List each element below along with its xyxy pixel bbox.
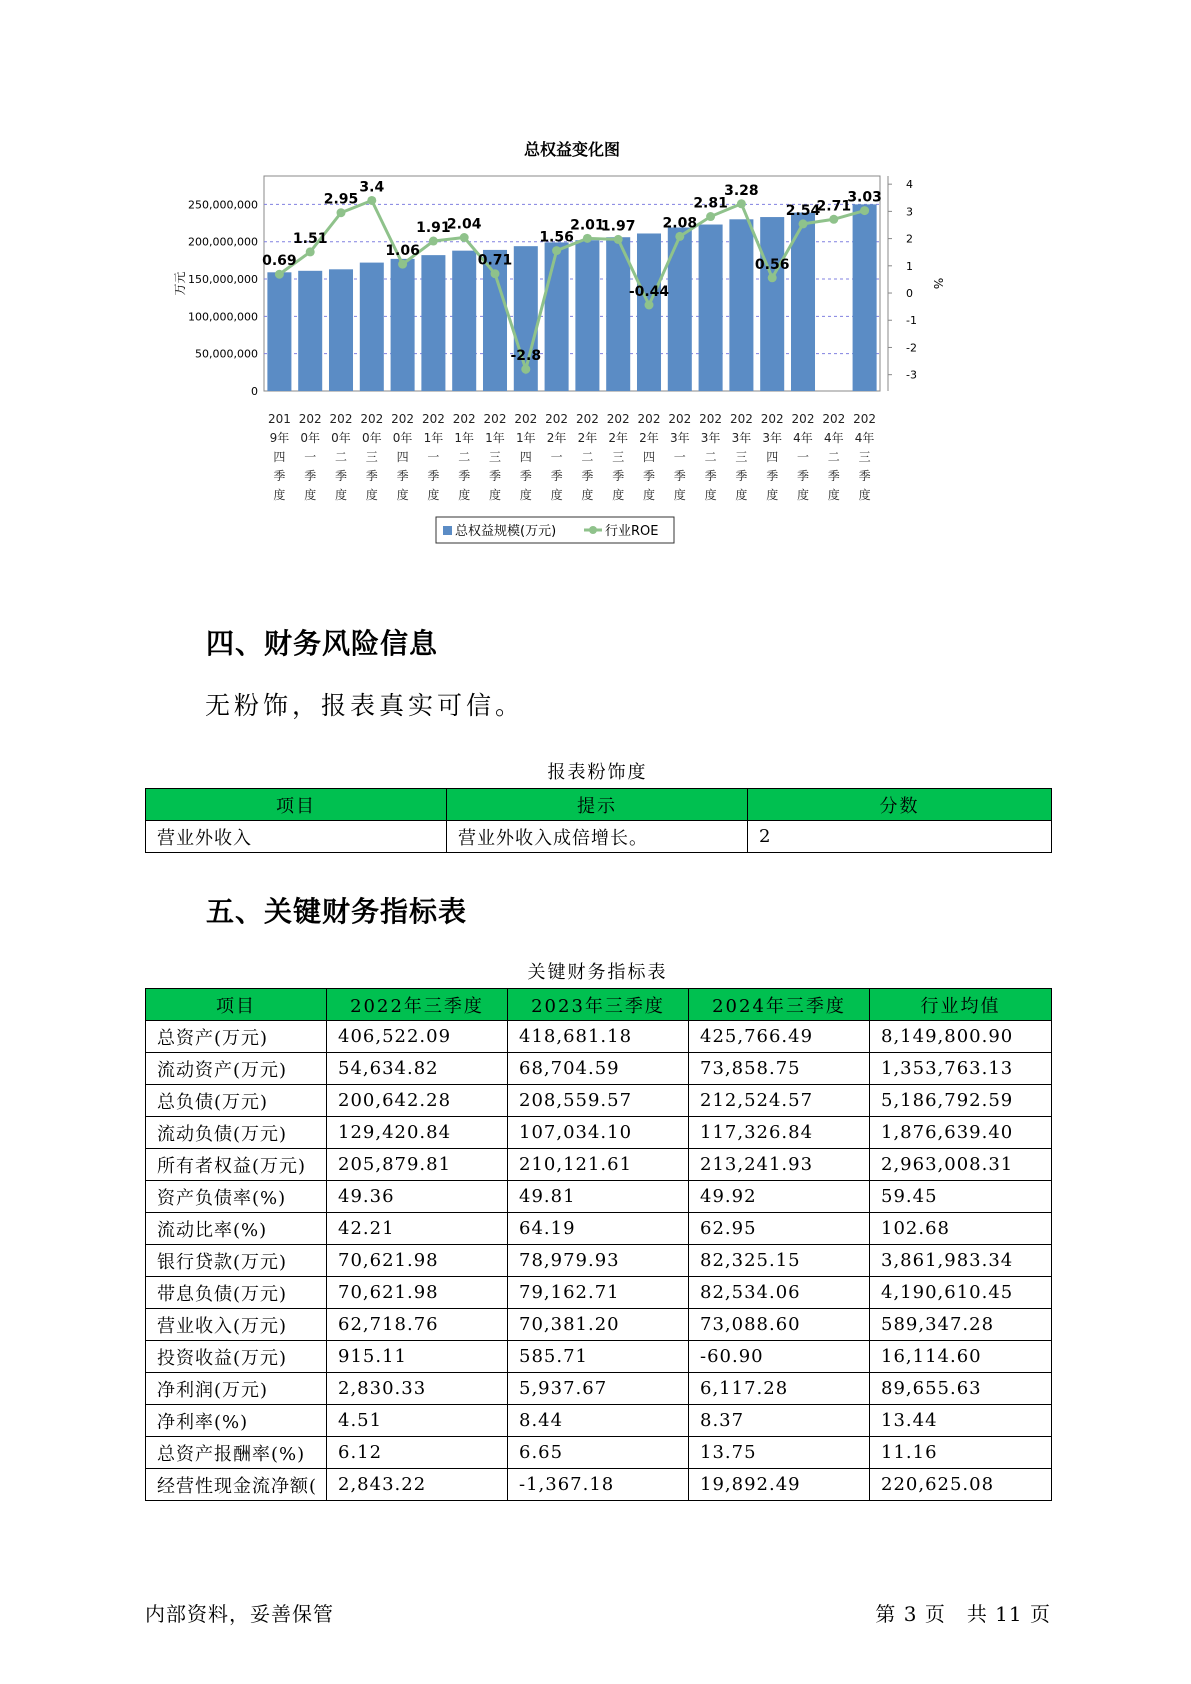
x-tick-label: 季 [458, 469, 471, 483]
x-tick-label: 度 [304, 488, 317, 502]
x-tick-label: 季 [858, 469, 871, 483]
roe-point [737, 199, 746, 208]
x-tick-label: 度 [796, 488, 810, 502]
kpi-table-cell: 总资产报酬率(%) [146, 1437, 327, 1469]
x-tick-label: 一 [427, 450, 440, 464]
y-left-tick-label: 50,000,000 [195, 347, 258, 361]
kpi-table-cell: 2,830.33 [327, 1373, 508, 1405]
x-tick-label: 季 [673, 469, 686, 483]
roe-point [429, 237, 438, 246]
roe-data-label: 1.91 [416, 220, 451, 237]
roe-data-label: 2.01 [570, 217, 605, 234]
roe-data-label: 2.04 [446, 216, 482, 233]
roe-data-label: 2.54 [785, 202, 821, 219]
roe-data-label: 0.56 [754, 256, 790, 273]
x-tick-label: 202 [791, 412, 815, 426]
y-left-axis-label: 万元 [173, 271, 187, 296]
x-tick-label: 4年 [823, 431, 844, 445]
kpi-table-row [146, 1117, 1052, 1149]
x-tick-label: 202 [760, 412, 784, 426]
kpi-table-row [146, 1053, 1052, 1085]
roe-point [768, 273, 777, 282]
kpi-table-cell: 62,718.76 [327, 1309, 508, 1341]
x-tick-label: 3年 [762, 431, 783, 445]
x-tick-label: 季 [581, 469, 594, 483]
kpi-table-cell: -60.90 [689, 1341, 870, 1373]
roe-data-label: 2.95 [323, 191, 359, 208]
kpi-table-cell: 投资收益(万元) [146, 1341, 327, 1373]
x-tick-label: 季 [642, 469, 656, 483]
risk-table-header-row [146, 789, 1052, 821]
x-tick-label: 202 [729, 412, 753, 426]
kpi-table-cell: 213,241.93 [689, 1149, 870, 1181]
kpi-table-cell: 3,861,983.34 [870, 1245, 1052, 1277]
kpi-table-cell: 54,634.82 [327, 1053, 508, 1085]
x-tick-label: 四 [396, 450, 409, 464]
roe-data-label: 2.81 [693, 195, 728, 212]
roe-point [491, 269, 500, 278]
kpi-table-cell: 6.12 [327, 1437, 508, 1469]
kpi-table-cell: 117,326.84 [689, 1117, 870, 1149]
kpi-table-cell: 1,353,763.13 [870, 1053, 1052, 1085]
kpi-table-row [146, 1437, 1052, 1469]
x-tick-label: 季 [304, 469, 317, 483]
kpi-table-cell: 6,117.28 [689, 1373, 870, 1405]
roe-point [398, 260, 407, 269]
x-tick-label: 度 [550, 488, 563, 502]
legend-bar-label: 总权益规模(万元) [455, 524, 557, 539]
risk-table-header-cell: 项目 [146, 789, 447, 821]
equity-bar [391, 259, 415, 391]
x-tick-label: 度 [488, 488, 502, 502]
x-tick-label: 度 [334, 488, 348, 502]
x-tick-label: 三 [858, 450, 871, 464]
kpi-table-cell: 1,876,639.40 [870, 1117, 1052, 1149]
equity-bar [298, 271, 322, 391]
x-tick-label: 4年 [854, 431, 875, 445]
kpi-table-cell: 4.51 [327, 1405, 508, 1437]
x-tick-label: 二 [704, 450, 717, 464]
roe-point [521, 365, 530, 374]
roe-data-label: 1.56 [539, 229, 574, 246]
kpi-table-cell: 210,121.61 [508, 1149, 689, 1181]
y-left-tick-label: 250,000,000 [188, 198, 258, 212]
equity-bar [545, 242, 569, 391]
x-tick-label: 202 [545, 412, 569, 426]
kpi-table-row [146, 1149, 1052, 1181]
x-tick-label: 四 [273, 450, 286, 464]
x-tick-label: 季 [735, 469, 748, 483]
kpi-table-cell: 82,534.06 [689, 1277, 870, 1309]
x-tick-label: 2年 [577, 431, 598, 445]
x-tick-label: 1年 [454, 431, 475, 445]
section4-text: 无粉饰，报表真实可信。 [205, 691, 525, 720]
kpi-table-row [146, 1405, 1052, 1437]
kpi-table-cell: 220,625.08 [870, 1469, 1052, 1501]
y-right-tick-label: 2 [906, 232, 913, 246]
kpi-table-cell: 流动负债(万元) [146, 1117, 327, 1149]
x-tick-label: 三 [488, 450, 502, 464]
chart-title: 总权益变化图 [523, 140, 621, 159]
roe-data-label: 3.03 [847, 189, 882, 206]
x-tick-label: 季 [796, 469, 810, 483]
kpi-table-cell: 78,979.93 [508, 1245, 689, 1277]
kpi-table-cell: 16,114.60 [870, 1341, 1052, 1373]
kpi-table-cell: 5,937.67 [508, 1373, 689, 1405]
x-tick-label: 季 [612, 469, 625, 483]
kpi-table-cell: 418,681.18 [508, 1021, 689, 1053]
y-right-tick-label: 4 [906, 178, 913, 192]
x-tick-label: 季 [365, 469, 378, 483]
x-tick-label: 度 [273, 488, 286, 502]
x-tick-label: 二 [458, 450, 471, 464]
x-tick-label: 度 [673, 488, 686, 502]
roe-point [675, 232, 684, 241]
x-tick-label: 3年 [700, 431, 721, 445]
roe-data-label: 1.97 [600, 218, 636, 235]
legend-bar-swatch [443, 526, 452, 535]
x-tick-label: 202 [853, 412, 877, 426]
roe-data-label: 0.69 [262, 253, 297, 270]
roe-data-label: 1.51 [292, 230, 328, 247]
kpi-table-cell: 589,347.28 [870, 1309, 1052, 1341]
x-tick-label: 2年 [639, 431, 659, 445]
x-tick-label: 季 [396, 469, 409, 483]
roe-data-label: 2.08 [662, 215, 698, 232]
kpi-table-cell: 107,034.10 [508, 1117, 689, 1149]
x-tick-label: 202 [452, 412, 476, 426]
kpi-table-cell: 流动资产(万元) [146, 1053, 327, 1085]
kpi-table-cell: 4,190,610.45 [870, 1277, 1052, 1309]
x-tick-label: 度 [581, 488, 594, 502]
kpi-table-cell: 89,655.63 [870, 1373, 1052, 1405]
roe-data-label: 2.71 [816, 198, 852, 215]
x-tick-label: 202 [575, 412, 599, 426]
kpi-table-cell: 6.65 [508, 1437, 689, 1469]
equity-bar [729, 219, 753, 391]
x-tick-label: 度 [642, 488, 656, 502]
kpi-table-cell: 208,559.57 [508, 1085, 689, 1117]
equity-bar [360, 263, 384, 391]
x-tick-label: 202 [637, 412, 661, 426]
footer-page-number: 第 3 页 共 11 页 [875, 1602, 1051, 1626]
roe-point [460, 233, 469, 242]
y-right-tick-label: 0 [906, 287, 913, 301]
kpi-table-header-cell: 2024年三季度 [689, 989, 870, 1021]
kpi-table-cell: 13.44 [870, 1405, 1052, 1437]
x-tick-label: 度 [365, 488, 378, 502]
x-tick-label: 季 [334, 469, 348, 483]
kpi-table-cell: 8.44 [508, 1405, 689, 1437]
kpi-table-cell: 64.19 [508, 1213, 689, 1245]
x-tick-label: 9年 [269, 431, 290, 445]
kpi-table-cell: 73,088.60 [689, 1309, 870, 1341]
x-tick-label: 一 [796, 450, 810, 464]
y-left-tick-label: 150,000,000 [188, 273, 258, 287]
x-tick-label: 202 [421, 412, 445, 426]
kpi-table-cell: 银行贷款(万元) [146, 1245, 327, 1277]
roe-data-label: 3.4 [359, 179, 385, 196]
kpi-table-cell: 5,186,792.59 [870, 1085, 1052, 1117]
x-tick-label: 1年 [485, 431, 505, 445]
x-tick-label: 季 [488, 469, 502, 483]
kpi-table-header-cell: 2022年三季度 [327, 989, 508, 1021]
x-tick-label: 1年 [423, 431, 444, 445]
kpi-table-header-cell: 项目 [146, 989, 327, 1021]
x-tick-label: 季 [827, 469, 840, 483]
equity-bar [853, 204, 877, 391]
x-tick-label: 三 [612, 450, 625, 464]
section5-title: 五、关键财务指标表 [206, 895, 468, 928]
x-tick-label: 202 [483, 412, 507, 426]
roe-point [706, 212, 715, 221]
x-tick-label: 3年 [731, 431, 752, 445]
kpi-table-cell: 所有者权益(万元) [146, 1149, 327, 1181]
roe-point [614, 235, 623, 244]
roe-point [306, 247, 315, 256]
roe-point [337, 208, 346, 217]
roe-point [367, 196, 376, 205]
kpi-table-cell: 2,963,008.31 [870, 1149, 1052, 1181]
x-tick-label: 二 [581, 450, 594, 464]
roe-point [799, 219, 808, 228]
x-tick-label: 3年 [669, 431, 690, 445]
x-tick-label: 202 [360, 412, 384, 426]
kpi-table-cell: 净利润(万元) [146, 1373, 327, 1405]
x-tick-label: 202 [329, 412, 353, 426]
kpi-table-cell: 资产负债率(%) [146, 1181, 327, 1213]
kpi-table-cell: 70,621.98 [327, 1245, 508, 1277]
kpi-table-cell: 49.92 [689, 1181, 870, 1213]
kpi-table-cell: 68,704.59 [508, 1053, 689, 1085]
kpi-table-cell: 62.95 [689, 1213, 870, 1245]
x-tick-label: 202 [699, 412, 723, 426]
kpi-table-row [146, 1373, 1052, 1405]
kpi-table-cell: 42.21 [327, 1213, 508, 1245]
kpi-table-header-cell: 行业均值 [870, 989, 1052, 1021]
x-tick-label: 季 [766, 469, 779, 483]
x-tick-label: 202 [668, 412, 692, 426]
x-tick-label: 201 [267, 412, 291, 426]
x-tick-label: 202 [298, 412, 322, 426]
risk-table-cell: 营业外收入成倍增长。 [447, 821, 748, 853]
risk-table-header-cell: 分数 [748, 789, 1052, 821]
kpi-table-cell: 11.16 [870, 1437, 1052, 1469]
kpi-table-cell: -1,367.18 [508, 1469, 689, 1501]
kpi-table-cell: 营业收入(万元) [146, 1309, 327, 1341]
kpi-table-row [146, 1469, 1052, 1501]
kpi-table-cell: 915.11 [327, 1341, 508, 1373]
x-tick-label: 一 [304, 450, 317, 464]
x-tick-label: 四 [766, 450, 779, 464]
chart-svg [170, 140, 990, 600]
x-tick-label: 度 [858, 488, 871, 502]
kpi-table-cell: 79,162.71 [508, 1277, 689, 1309]
kpi-table-cell: 净利率(%) [146, 1405, 327, 1437]
kpi-table-cell: 总资产(万元) [146, 1021, 327, 1053]
x-tick-label: 度 [612, 488, 625, 502]
roe-data-label: 3.28 [724, 182, 759, 199]
x-tick-label: 一 [550, 450, 563, 464]
roe-point [552, 246, 561, 255]
roe-data-label: -0.44 [628, 284, 670, 300]
x-tick-label: 度 [766, 488, 779, 502]
kpi-table-cell: 2,843.22 [327, 1469, 508, 1501]
legend-line-marker [589, 526, 597, 534]
x-tick-label: 四 [642, 450, 656, 464]
x-tick-label: 季 [519, 469, 532, 483]
kpi-table-cell: 70,621.98 [327, 1277, 508, 1309]
x-tick-label: 202 [822, 412, 846, 426]
kpi-table-row [146, 1341, 1052, 1373]
roe-data-label: -2.8 [510, 348, 542, 365]
equity-bar [267, 272, 291, 391]
legend-line-label: 行业ROE [605, 524, 659, 539]
kpi-table-cell: 49.81 [508, 1181, 689, 1213]
y-left-tick-label: 200,000,000 [188, 235, 258, 249]
x-tick-label: 二 [334, 450, 348, 464]
kpi-table-cell: 49.36 [327, 1181, 508, 1213]
kpi-table-cell: 205,879.81 [327, 1149, 508, 1181]
x-tick-label: 2年 [546, 431, 567, 445]
kpi-table-cell: 经营性现金流净额( [146, 1469, 327, 1501]
risk-table-caption: 报表粉饰度 [547, 762, 648, 783]
x-tick-label: 四 [519, 450, 532, 464]
x-tick-label: 202 [391, 412, 415, 426]
kpi-table-cell: 59.45 [870, 1181, 1052, 1213]
kpi-table-header-row [146, 989, 1052, 1021]
equity-bar [421, 255, 445, 391]
x-tick-label: 0年 [361, 431, 382, 445]
x-tick-label: 季 [427, 469, 440, 483]
equity-bar [329, 269, 353, 391]
x-tick-label: 0年 [300, 431, 321, 445]
kpi-table-cell: 212,524.57 [689, 1085, 870, 1117]
x-tick-label: 季 [273, 469, 286, 483]
risk-table-cell: 营业外收入 [146, 821, 447, 853]
x-tick-label: 0年 [331, 431, 351, 445]
kpi-table-cell: 流动比率(%) [146, 1213, 327, 1245]
equity-bar [452, 251, 476, 391]
x-tick-label: 一 [673, 450, 686, 464]
roe-point [275, 270, 284, 279]
roe-point [860, 206, 869, 215]
kpi-table-cell: 200,642.28 [327, 1085, 508, 1117]
x-tick-label: 季 [704, 469, 717, 483]
x-tick-label: 0年 [392, 431, 413, 445]
x-tick-label: 三 [735, 450, 748, 464]
y-right-tick-label: 1 [906, 259, 913, 273]
x-tick-label: 度 [427, 488, 440, 502]
kpi-table-row [146, 1309, 1052, 1341]
roe-point [645, 301, 654, 310]
x-tick-label: 二 [827, 450, 840, 464]
x-tick-label: 度 [519, 488, 532, 502]
y-right-axis-label: % [931, 277, 945, 290]
y-left-tick-label: 0 [251, 385, 258, 398]
kpi-table-row [146, 1245, 1052, 1277]
equity-bar [760, 217, 784, 391]
x-tick-label: 度 [827, 488, 840, 502]
equity-bar [699, 225, 723, 391]
x-tick-label: 季 [550, 469, 563, 483]
roe-data-label: 0.71 [477, 252, 513, 269]
x-tick-label: 4年 [793, 431, 813, 445]
x-tick-label: 2年 [608, 431, 629, 445]
x-tick-label: 1年 [515, 431, 536, 445]
kpi-table-cell: 8.37 [689, 1405, 870, 1437]
kpi-table-row [146, 1213, 1052, 1245]
footer-confidential: 内部资料，妥善保管 [145, 1602, 334, 1626]
y-right-tick-label: -2 [906, 341, 917, 355]
y-right-tick-label: 3 [906, 205, 913, 219]
section4-title: 四、财务风险信息 [206, 627, 439, 660]
kpi-table-cell: 70,381.20 [508, 1309, 689, 1341]
total-equity-chart [170, 140, 990, 600]
y-right-tick-label: -3 [906, 368, 917, 382]
x-tick-label: 度 [704, 488, 717, 502]
kpi-table-header-cell: 2023年三季度 [508, 989, 689, 1021]
kpi-table-cell: 102.68 [870, 1213, 1052, 1245]
equity-bar [637, 233, 661, 391]
x-tick-label: 202 [606, 412, 630, 426]
y-left-tick-label: 100,000,000 [188, 310, 258, 324]
kpi-table-caption: 关键财务指标表 [527, 962, 668, 983]
kpi-table-row [146, 1181, 1052, 1213]
kpi-table-cell: 73,858.75 [689, 1053, 870, 1085]
kpi-table-cell: 129,420.84 [327, 1117, 508, 1149]
kpi-table-cell: 585.71 [508, 1341, 689, 1373]
risk-table [145, 788, 1052, 853]
roe-point [583, 234, 592, 243]
kpi-table-cell: 8,149,800.90 [870, 1021, 1052, 1053]
x-tick-label: 202 [514, 412, 538, 426]
y-right-tick-label: -1 [906, 314, 917, 328]
kpi-table-cell: 19,892.49 [689, 1469, 870, 1501]
kpi-table-row [146, 1021, 1052, 1053]
risk-table-row [146, 821, 1052, 853]
kpi-table-cell: 425,766.49 [689, 1021, 870, 1053]
kpi-table-cell: 带息负债(万元) [146, 1277, 327, 1309]
risk-table-cell: 2 [748, 821, 1052, 853]
x-tick-label: 三 [365, 450, 378, 464]
kpi-table-cell: 总负债(万元) [146, 1085, 327, 1117]
x-tick-label: 度 [396, 488, 409, 502]
equity-bar [575, 240, 599, 391]
roe-data-label: 1.06 [385, 243, 420, 260]
x-tick-label: 度 [735, 488, 748, 502]
kpi-table-row [146, 1277, 1052, 1309]
kpi-table-row [146, 1085, 1052, 1117]
kpi-table [145, 988, 1052, 1501]
kpi-table-cell: 82,325.15 [689, 1245, 870, 1277]
kpi-table-cell: 406,522.09 [327, 1021, 508, 1053]
kpi-table-cell: 13.75 [689, 1437, 870, 1469]
x-tick-label: 度 [458, 488, 471, 502]
roe-point [829, 215, 838, 224]
risk-table-header-cell: 提示 [447, 789, 748, 821]
